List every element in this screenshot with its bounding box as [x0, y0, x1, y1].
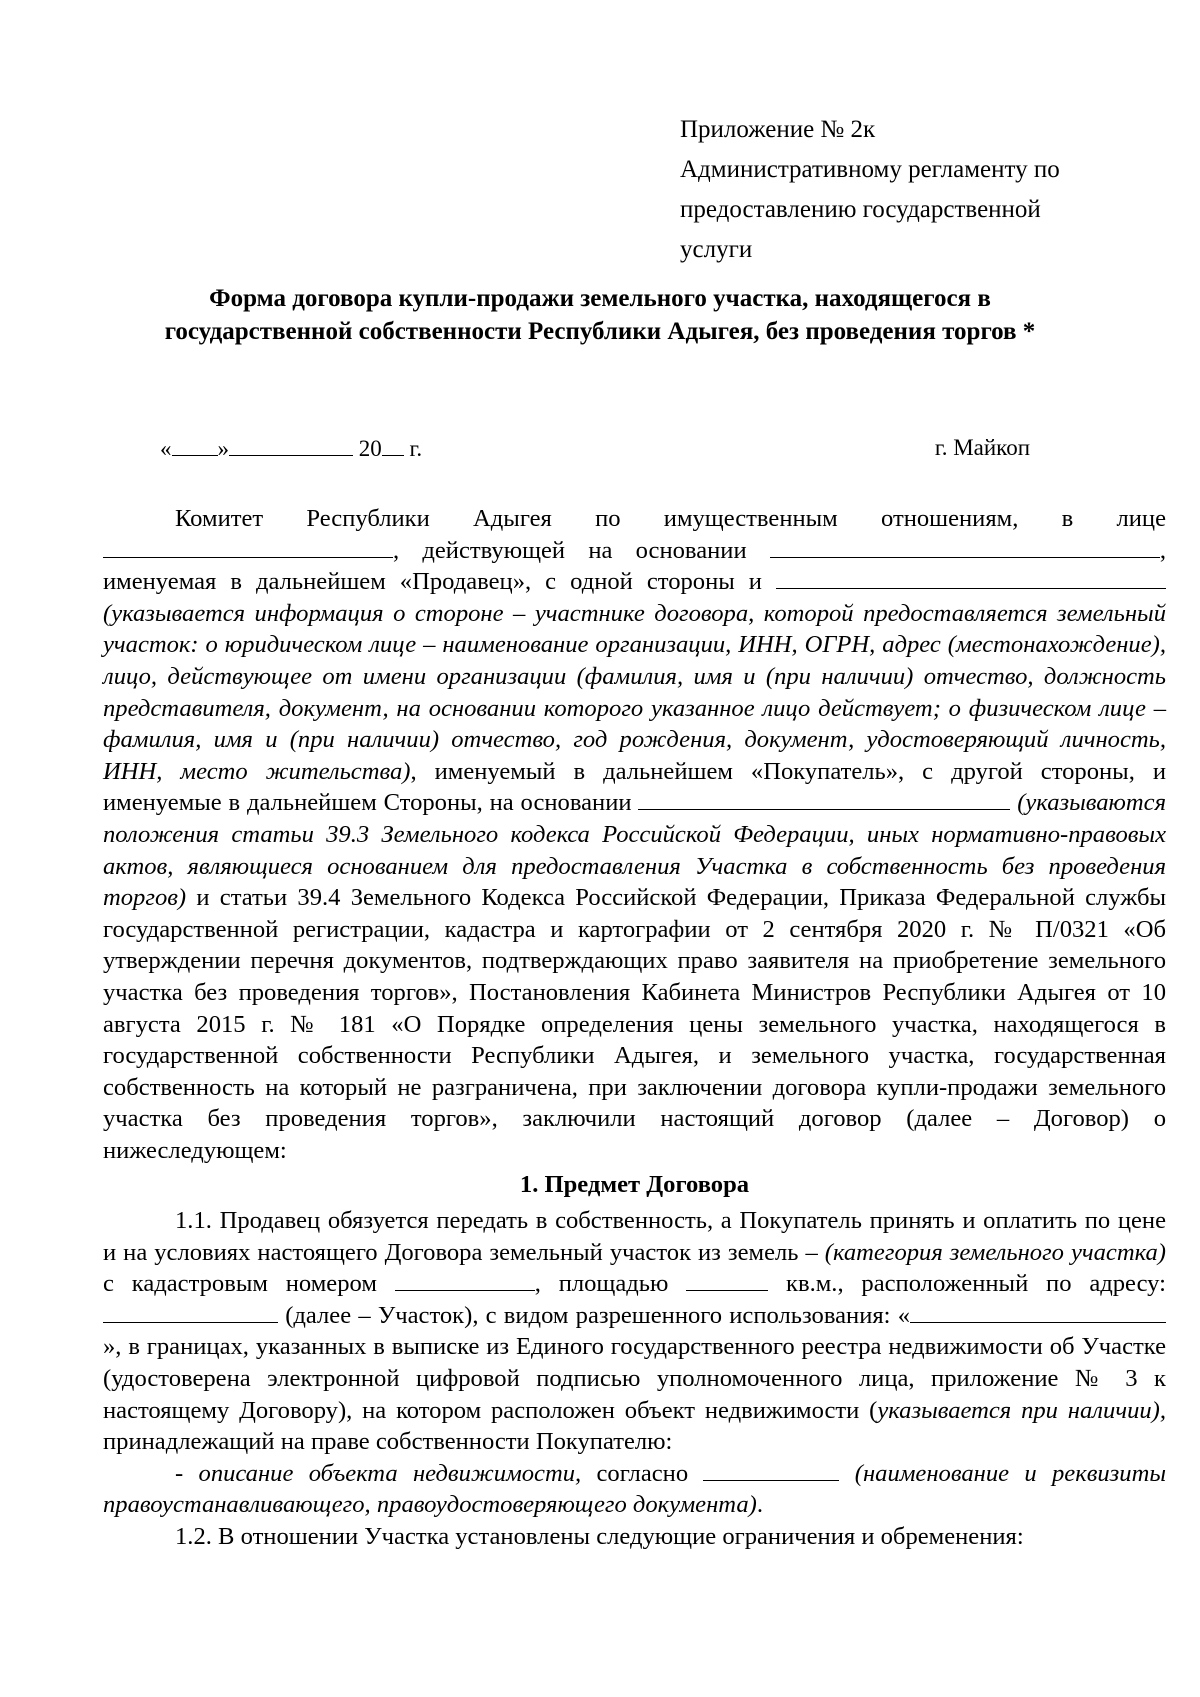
intro-text-1: Комитет Республики Адыгея по имущественным отношениям, в лице: [175, 505, 1166, 532]
description-text-c: согласно: [581, 1459, 704, 1487]
clause-1-2: 1.2. В отношении Участка установлены следующие ограничения и обременения:: [175, 1523, 1024, 1550]
appendix-line-2: Административному регламенту по: [680, 156, 1060, 183]
appendix-note: [680, 110, 1130, 270]
month-blank: [229, 433, 353, 456]
basis-blank: [770, 535, 1160, 558]
clause-1-1-text-c: с кадастровым номером: [103, 1270, 395, 1298]
buyer-blank: [776, 566, 1166, 589]
intro-paragraph: [103, 503, 1166, 1166]
property-description-note: описание объекта недвижимости,: [198, 1459, 582, 1487]
description-dash: -: [175, 1459, 199, 1487]
intro-text-2: , действующей на основании: [393, 536, 770, 564]
address-blank: [103, 1300, 278, 1323]
legal-basis-note: (указываются положения статьи 39.3 Земельного кодекса Российской Федерации, иных нормативно-правовых актов, являющиеся основанием для предоставления Участка в собственность без проведения торгов): [103, 789, 1167, 912]
title-line-1: Форма договора купли-продажи земельного участка, находящегося в: [209, 285, 991, 312]
year-prefix: 20: [353, 436, 382, 461]
intro-text-7: и статьи 39.4 Земельного Кодекса Российской Федерации, Приказа Федеральной службы государственной регистрации, кадастра и картографии от 2 сентября 2020 г. № П/0321 «Об утверждении перечня документов, подтверждающих право заявителя на приобретение земельного участка без проведения торгов», Постановления Кабинета Министров Республики Адыгея от 10 августа 2015 г. № 181 «О Порядке определения цены земельного участка, находящегося в государственной собственности Республики Адыгея, и земельного участка, государственная собственность на который не разграничена, при заключении договора купли-продажи земельного участка без проведения торгов», заключили настоящий договор (далее – Договор) о нижеследующем:: [103, 884, 1166, 1164]
date-quote-open: «: [160, 436, 172, 461]
clause-1-1-text-f: (далее – Участок), с видом разрешенного использования: «: [278, 1301, 910, 1329]
appendix-line-1: Приложение № 2к: [680, 116, 876, 143]
clause-1-1-text-i: принадлежащий на праве собственности Покупателю:: [103, 1428, 673, 1456]
year-suffix: г.: [403, 436, 423, 461]
clause-1-1: [103, 1205, 1166, 1458]
clause-1-1-text-d: , площадью: [534, 1270, 687, 1298]
property-description: [103, 1458, 1166, 1521]
city-name: г. Майкоп: [934, 435, 1030, 460]
clause-1-1-text-e: кв.м., расположенный по адресу:: [768, 1270, 1166, 1298]
title-line-2: государственной собственности Республики Адыгея, без проведения торгов *: [164, 318, 1036, 345]
date-field: [160, 433, 422, 464]
representative-blank: [103, 535, 393, 558]
intro-text-5: , именуемый в дальнейшем «Покупатель», с другой стороны, и именуемые в дальнейшем Стороны, на основании: [103, 757, 1166, 817]
legal-basis-blank: [638, 787, 1010, 810]
date-quote-close: »: [217, 436, 229, 461]
land-category-note: (категория земельного участка): [824, 1238, 1166, 1266]
appendix-line-4: услуги: [680, 236, 753, 263]
intro-text-3: , именуемая в дальнейшем «Продавец», с одной стороны и: [103, 536, 1166, 596]
document-title: [100, 282, 1100, 348]
if-present-note: указывается при наличии),: [877, 1396, 1166, 1424]
document-blank: [703, 1458, 839, 1481]
section-1-heading: 1. Предмет Договора: [519, 1171, 750, 1199]
permitted-use-blank: [910, 1300, 1166, 1323]
title-document-note: (наименование и реквизиты правоустанавливающего, правоудостоверяющего документа): [103, 1459, 1166, 1519]
cadastral-number-blank: [395, 1268, 535, 1291]
appendix-line-3: предоставлению государственной: [680, 196, 1041, 223]
clause-1-1-text-a: 1.1. Продавец обязуется передать в собственность, а Покупатель принять и оплатить по цене и на условиях настоящего Договора земельный участок из земель –: [103, 1207, 1166, 1266]
clause-1-1-text-g: », в границах, указанных в выписке из Единого государственного реестра недвижимости об Участке (удостоверена электронной цифровой подписью уполномоченного лица, приложение № 3 к настоящему Договору), на котором расположен объект недвижимости (: [103, 1333, 1166, 1424]
description-period: .: [756, 1491, 763, 1519]
year-blank: [382, 433, 404, 456]
day-blank: [172, 433, 218, 456]
contract-body: [103, 503, 1166, 1553]
buyer-info-note: (указывается информация о стороне – участнике договора, которой предоставляется земельный участок: о юридическом лице – наименование организации, ИНН, ОГРН, адрес (местонахождение), лицо, действующее от имени организации (фамилия, имя и (при наличии) отчество, должность представителя, документ, на основании которого указанное лицо действует; о физическом лице – фамилия, имя и (при наличии) отчество, год рождения, документ, удостоверяющий личность, ИНН, место жительства): [103, 599, 1166, 785]
area-blank: [686, 1268, 768, 1291]
